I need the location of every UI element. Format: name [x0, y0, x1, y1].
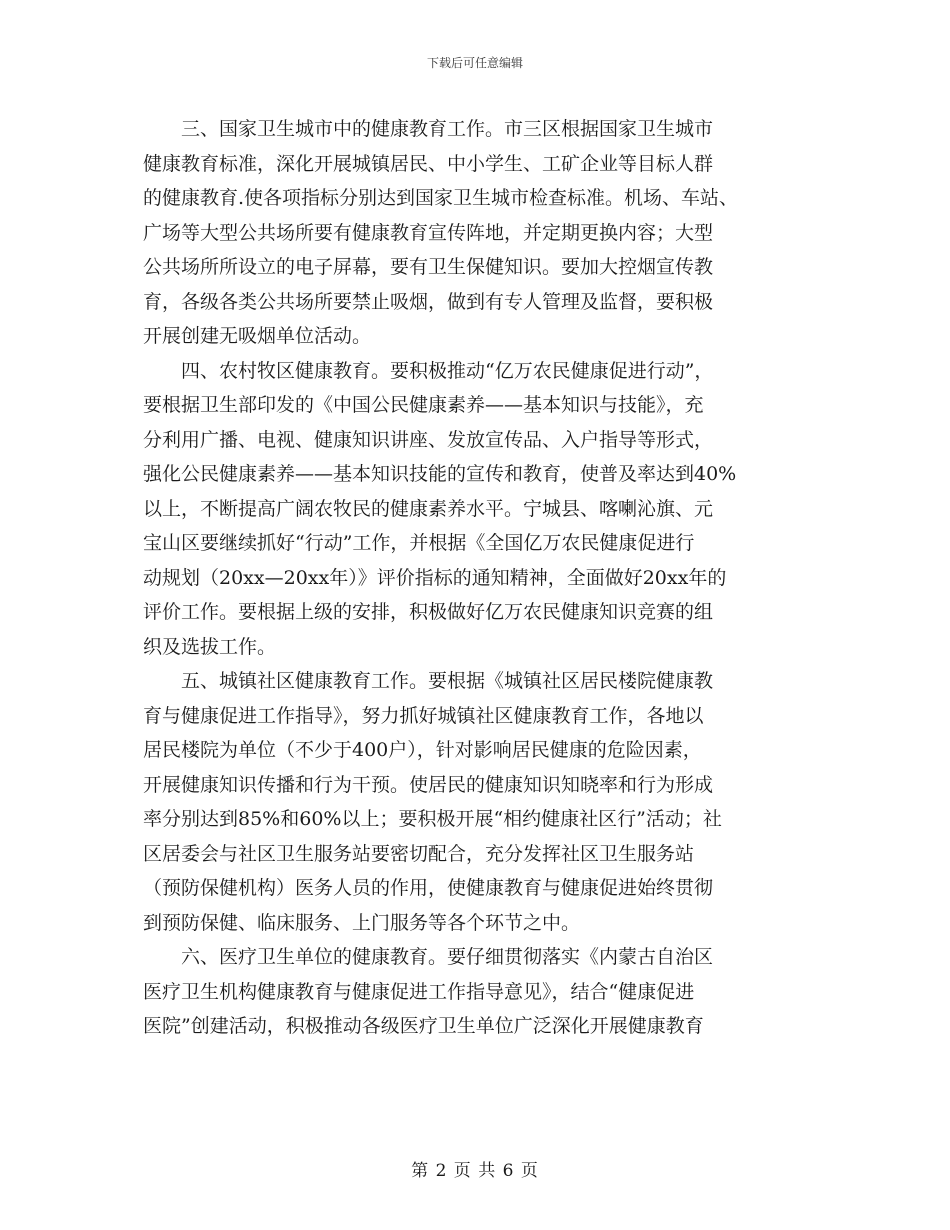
text-line: 四、农村牧区健康教育。要积极推动“亿万农民健康促进行动”，	[143, 359, 714, 382]
text-line: 以上，不断提高广阔农牧民的健康素养水平。宁城县、喀喇沁旗、元	[143, 497, 714, 520]
text-line: 率分别达到85%和60%以上；要积极开展“相约健康社区行”活动；社	[143, 808, 722, 830]
text-line: 五、城镇社区健康教育工作。要根据《城镇社区居民楼院健康教	[143, 670, 714, 692]
text-line: 强化公民健康素养——基本知识技能的宣传和教育，使普及率达到40%	[143, 463, 737, 485]
text-line: 育，各级各类公共场所要禁止吸烟，做到有专人管理及监督，要积极	[143, 290, 714, 313]
text-line: （预防保健机构）医务人员的作用，使健康教育与健康促进始终贯彻	[143, 877, 714, 899]
text-line: 开展健康知识传播和行为干预。使居民的健康知识知晓率和行为形成	[143, 773, 714, 796]
text-line: 公共场所所设立的电子屏幕，要有卫生保健知识。要加大控烟宣传教	[143, 256, 714, 278]
text-line: 宝山区要继续抓好“行动”工作，并根据《全国亿万农民健康促进行	[143, 532, 695, 554]
document-body	[143, 112, 823, 1044]
text-line: 分利用广播、电视、健康知识讲座、发放宣传品、入户指导等形式，	[143, 428, 714, 451]
text-line: 居民楼院为单位（不少于400户），针对影响居民健康的危险因素，	[143, 739, 702, 761]
text-line: 医疗卫生机构健康教育与健康促进工作指导意见》，结合“健康促进	[143, 980, 695, 1003]
page-footer: 第 2 页 共 6 页	[411, 1161, 539, 1181]
text-line: 到预防保健、临床服务、上门服务等各个环节之中。	[143, 911, 581, 934]
text-line: 要根据卫生部印发的《中国公民健康素养——基本知识与技能》，充	[143, 394, 704, 416]
text-line: 评价工作。要根据上级的安排，积极做好亿万农民健康知识竞赛的组	[143, 601, 714, 623]
text-line: 健康教育标准，深化开展城镇居民、中小学生、工矿企业等目标人群	[143, 152, 714, 175]
text-line: 织及选拔工作。	[143, 635, 277, 658]
paragraph-6	[143, 940, 823, 1044]
paragraph-5	[143, 664, 823, 940]
text-line: 动规划（20xx—20xx年）》评价指标的通知精神，全面做好20xx年的	[143, 566, 727, 589]
text-line: 开展创建无吸烟单位活动。	[143, 325, 372, 347]
paragraph-4	[143, 354, 823, 665]
text-line: 医院”创建活动，积极推动各级医疗卫生单位广泛深化开展健康教育	[143, 1015, 704, 1037]
page-header: 下载后可任意编辑	[426, 56, 523, 70]
text-line: 区居委会与社区卫生服务站要密切配合，充分发挥社区卫生服务站	[143, 842, 695, 865]
text-line: 六、医疗卫生单位的健康教育。要仔细贯彻落实《内蒙古自治区	[143, 946, 714, 968]
text-line: 三、国家卫生城市中的健康教育工作。市三区根据国家卫生城市	[143, 118, 714, 140]
text-line: 育与健康促进工作指导》，努力抓好城镇社区健康教育工作，各地以	[143, 704, 704, 727]
paragraph-3	[143, 112, 823, 354]
text-line: 的健康教育.使各项指标分别达到国家卫生城市检查标准。机场、车站、	[143, 187, 739, 209]
text-line: 广场等大型公共场所要有健康教育宣传阵地，并定期更换内容；大型	[143, 221, 714, 244]
